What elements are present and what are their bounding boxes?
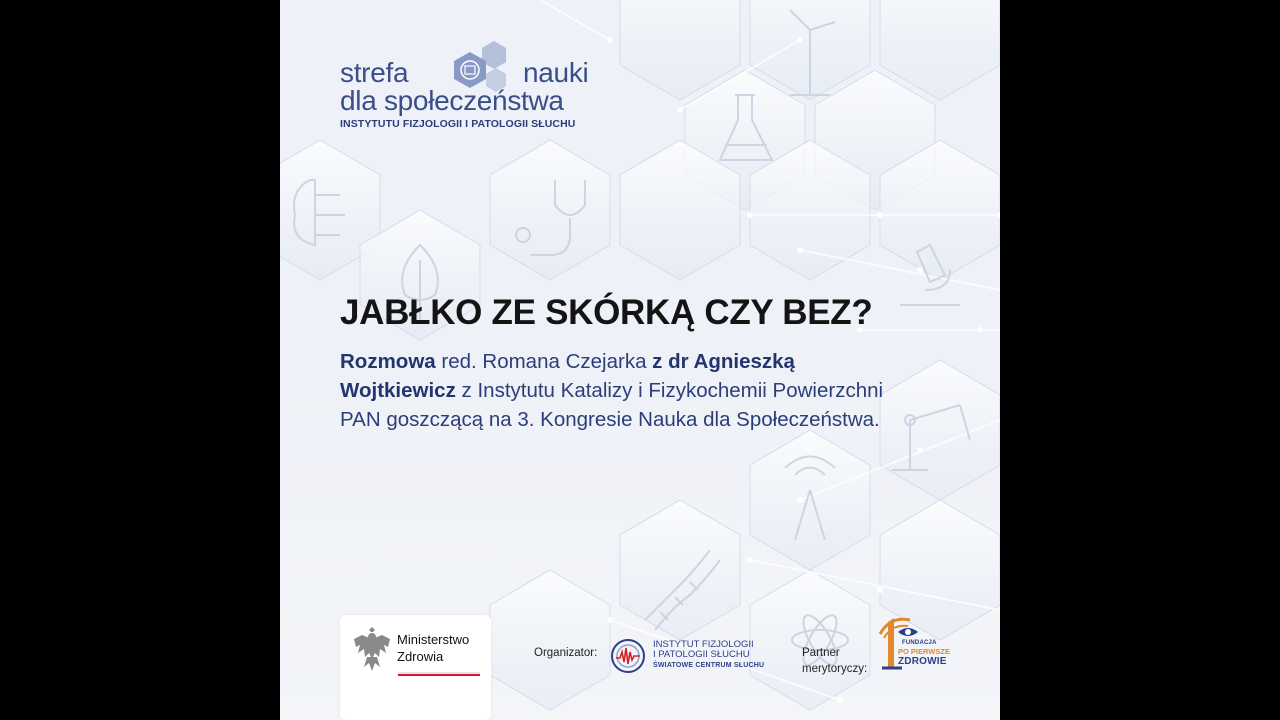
page-title: JABŁKO ZE SKÓRKĄ CZY BEZ? (340, 293, 873, 332)
description-guest: z dr Agnieszką Wojtkiewicz (340, 350, 795, 402)
logo-word-nauki: nauki (523, 57, 589, 88)
letterbox-right (1000, 0, 1280, 720)
partner-zdrowie: ZDROWIE (898, 656, 947, 667)
logo-word-strefa: strefa (340, 57, 409, 88)
organizer-name (653, 640, 754, 660)
partner-label-line2: merytoryczy: (802, 663, 868, 675)
description-lead: Rozmowa (340, 350, 436, 373)
description-editor: red. Romana Czejarka (435, 350, 653, 373)
ministry-line2: Zdrowia (397, 649, 444, 664)
logo-line-dla-spoleczenstwa: dla społeczeństwa (340, 85, 564, 116)
logo-institute-name: INSTYTUTU FIZJOLOGII I PATOLOGII SŁUCHU (340, 118, 576, 130)
partner-label (802, 645, 867, 677)
ministry-line1: Ministerstwo (397, 632, 470, 647)
ear-logo (610, 638, 646, 674)
description (340, 347, 900, 434)
partner-po-pierwsze: PO PIERWSZE (898, 647, 950, 656)
partner-fund: FUNDACJA (902, 640, 937, 646)
poster (280, 0, 1000, 720)
description-rest: z Instytutu Katalizy i Fizykochemii Powierzchni PAN goszczącą na 3. Kongresie Nauka dla Społeczeństwa. (340, 379, 884, 431)
partner-label-line1: Partner (802, 647, 840, 659)
organizer-label: Organizator: (534, 647, 598, 659)
organizer-line2: I PATOLOGII SŁUCHU (653, 649, 750, 660)
ministry-name (397, 631, 469, 665)
organizer-line1: INSTYTUT FIZJOLOGII (653, 639, 754, 650)
letterbox-left (0, 0, 280, 720)
strefa-nauki-logo (340, 40, 610, 135)
organizer-subtitle: ŚWIATOWE CENTRUM SŁUCHU (653, 662, 765, 669)
eagle-emblem (352, 627, 392, 673)
ministry-logo-card (340, 615, 491, 720)
polish-flag-bar (398, 672, 480, 676)
